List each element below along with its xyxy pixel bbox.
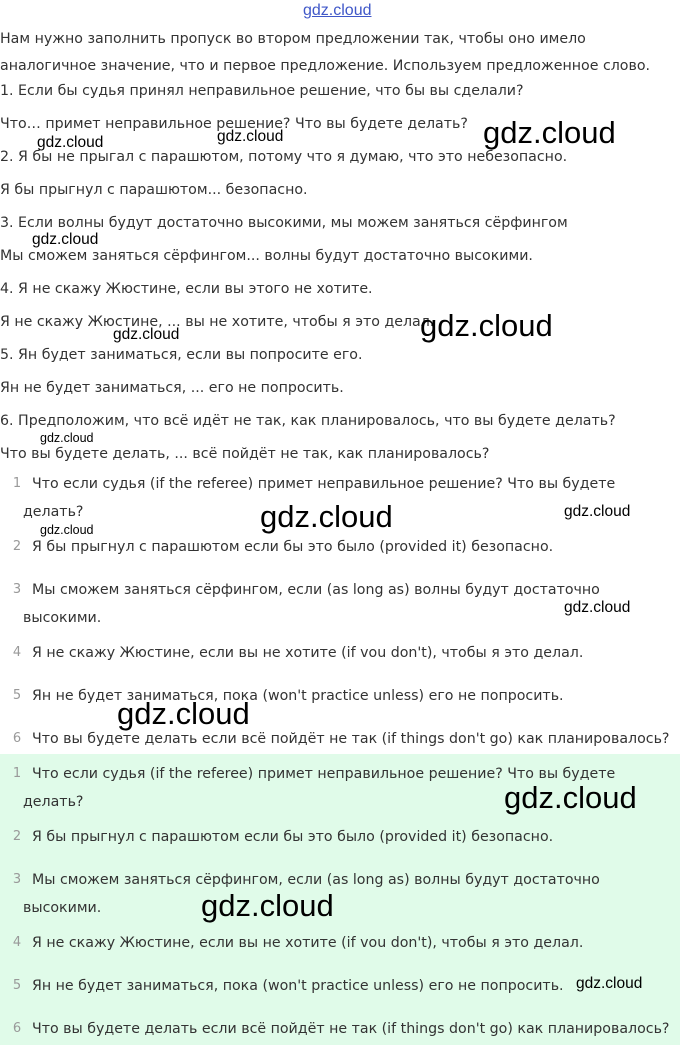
watermark: gdz.cloud [40,431,94,445]
answer-number: 3 [12,872,22,887]
answer-1-line-1: Что если судья (if the referee) примет неправильное решение? Что вы будете [32,476,616,492]
answer-number: 5 [12,978,22,993]
answer-1-line-2: делать? [23,504,84,520]
watermark: gdz.cloud [483,115,616,150]
task-2-question: 2. Я бы не прыгал с парашютом, потому что я думаю, что это небезопасно. [0,149,568,165]
highlight-answer-6-line-1: Что вы будете делать если всё пойдёт не так (if things don't go) как планировалось? [32,1021,670,1037]
answer-number: 1 [12,476,22,491]
task-3-question: 3. Если волны будут достаточно высокими, мы можем заняться сёрфингом [0,215,568,231]
highlight-answer-3-line-1: Мы сможем заняться сёрфингом, если (as long as) волны будут достаточно [32,872,600,888]
intro-line-1: Нам нужно заполнить пропуск во втором предложении так, чтобы оно имело [0,31,586,47]
task-4-answer: Я не скажу Жюстине, ... вы не хотите, чтобы я это делал. [0,314,435,330]
answer-number: 5 [12,688,22,703]
answer-number: 4 [12,645,22,660]
watermark: gdz.cloud [564,599,631,616]
watermark: gdz.cloud [576,975,643,992]
task-4-question: 4. Я не скажу Жюстине, если вы этого не хотите. [0,281,373,297]
answer-number: 3 [12,582,22,597]
watermark: gdz.cloud [40,523,94,537]
task-6-question: 6. Предположим, что всё идёт не так, как планировалось, что вы будете делать? [0,413,616,429]
highlight-answer-3-line-2: высокими. [23,900,102,916]
answer-number: 6 [12,731,22,746]
intro-line-2: аналогичное значение, что и первое предложение. Используем предложенное слово. [0,58,651,74]
task-2-answer: Я бы прыгнул с парашютом... безопасно. [0,182,308,198]
answer-3-line-2: высокими. [23,610,102,626]
watermark: gdz.cloud [260,499,393,534]
highlight-answer-1-line-1: Что если судья (if the referee) примет неправильное решение? Что вы будете [32,766,616,782]
answer-4-line-1: Я не скажу Жюстине, если вы не хотите (if vou don't), чтобы я это делал. [32,645,584,661]
task-1-answer: Что… примет неправильное решение? Что вы будете делать? [0,116,468,132]
watermark: gdz.cloud [217,128,284,145]
answer-6-line-1: Что вы будете делать если всё пойдёт не так (if things don't go) как планировалось? [32,731,670,747]
task-1-question: 1. Если бы судья принял неправильное решение, что бы вы сделали? [0,83,524,99]
highlight-answer-5-line-1: Ян не будет заниматься, пока (won't practice unless) его не попросить. [32,978,564,994]
watermark: gdz.cloud [113,326,180,343]
answer-number: 4 [12,935,22,950]
watermark-top-link[interactable]: gdz.cloud [303,2,372,19]
answer-2-line-1: Я бы прыгнул с парашютом если бы это было (provided it) безопасно. [32,539,554,555]
watermark: gdz.cloud [32,231,99,248]
task-5-answer: Ян не будет заниматься, ... его не попросить. [0,380,344,396]
watermark: gdz.cloud [117,696,250,731]
answer-5-line-1: Ян не будет заниматься, пока (won't practice unless) его не попросить. [32,688,564,704]
task-5-question: 5. Ян будет заниматься, если вы попросите его. [0,347,363,363]
task-3-answer: Мы сможем заняться сёрфингом... волны будут достаточно высокими. [0,248,533,264]
watermark: gdz.cloud [564,503,631,520]
watermark: gdz.cloud [420,308,553,343]
highlight-answer-1-line-2: делать? [23,794,84,810]
highlight-answer-2-line-1: Я бы прыгнул с парашютом если бы это было (provided it) безопасно. [32,829,554,845]
watermark: gdz.cloud [37,134,104,151]
watermark: gdz.cloud [201,888,334,923]
answer-number: 6 [12,1021,22,1036]
answer-number: 2 [12,829,22,844]
answer-3-line-1: Мы сможем заняться сёрфингом, если (as long as) волны будут достаточно [32,582,600,598]
watermark: gdz.cloud [504,780,637,815]
answer-number: 2 [12,539,22,554]
task-6-answer: Что вы будете делать, ... всё пойдёт не так, как планировалось? [0,446,490,462]
answer-number: 1 [12,766,22,781]
highlight-answer-4-line-1: Я не скажу Жюстине, если вы не хотите (if vou don't), чтобы я это делал. [32,935,584,951]
